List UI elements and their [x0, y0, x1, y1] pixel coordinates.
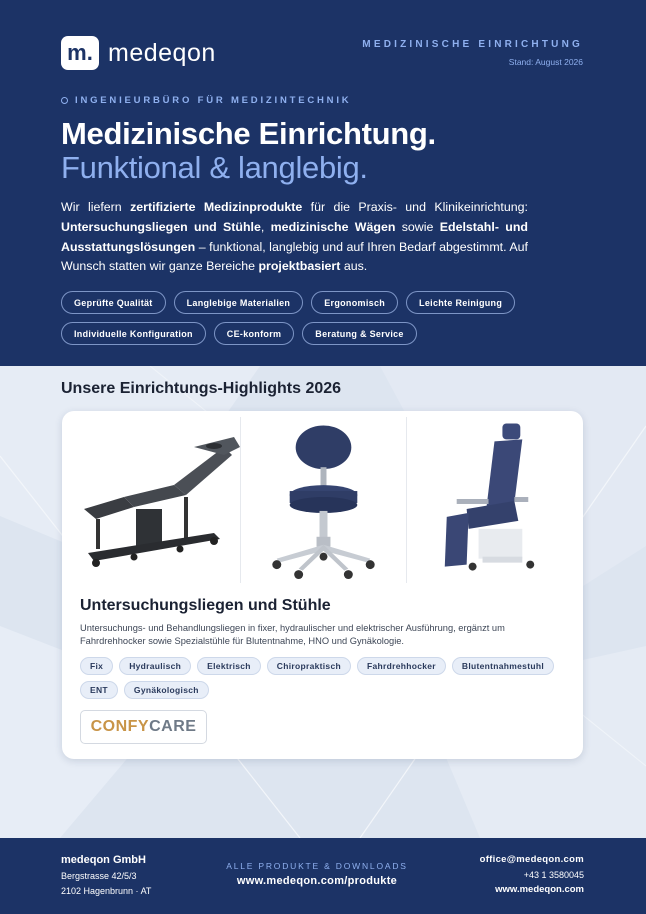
product-tag: Gynäkologisch	[124, 681, 209, 699]
intro-text: für die Praxis- und Klinikeinrichtung:	[302, 200, 528, 214]
feature-chip: Individuelle Konfiguration	[61, 322, 206, 345]
logo[interactable]	[61, 36, 216, 70]
product-tag: Fix	[80, 657, 113, 675]
intro-bold: medizinische Wägen	[270, 219, 396, 234]
eyebrow	[61, 95, 351, 106]
logo-text: medeqon	[108, 38, 216, 67]
street-address: Bergstrasse 42/5/3	[61, 871, 137, 881]
document-category: MEDIZINISCHE EINRICHTUNG	[362, 39, 583, 50]
eyebrow-text: INGENIEURBÜRO FÜR MEDIZINTECHNIK	[75, 95, 352, 106]
document-date: Stand: August 2026	[508, 57, 583, 67]
products-label: ALLE PRODUKTE & DOWNLOADS	[226, 861, 408, 871]
intro-bold: zertifizierte Medizinprodukte	[130, 200, 303, 214]
product-tag: Elektrisch	[197, 657, 261, 675]
phone-number[interactable]: +43 1 3580045	[523, 870, 584, 880]
company-name: medeqon GmbH	[61, 854, 146, 866]
intro-text: ,	[260, 219, 271, 234]
footer-contact	[480, 854, 584, 895]
product-tag: Hydraulisch	[119, 657, 191, 675]
feature-chips	[61, 291, 541, 345]
intro-text: Wir liefern	[61, 200, 131, 214]
product-card[interactable]	[62, 411, 583, 759]
rolling-stool-image	[240, 417, 406, 583]
footer	[0, 838, 646, 914]
brand-logo-part2: CARE	[149, 718, 197, 735]
subheadline: Funktional & langlebig.	[61, 150, 368, 185]
intro-text: aus.	[340, 259, 368, 274]
product-tag: Fahrdrehhocker	[357, 657, 446, 675]
headline: Medizinische Einrichtung.	[61, 116, 436, 151]
feature-chip: Langlebige Materialien	[174, 291, 304, 314]
highlights-section	[0, 366, 646, 838]
circle-bullet-icon	[61, 97, 68, 104]
product-tag: Blutentnahmestuhl	[452, 657, 554, 675]
brand-logo-confycare[interactable]	[80, 710, 207, 744]
product-tag: Chiropraktisch	[267, 657, 351, 675]
intro-text: – funktional, langlebig und auf Ihren Bedarf abgestimmt. Auf Wunsch statten wir ganze Bereiche	[61, 239, 528, 274]
header-section	[0, 0, 646, 366]
intro-bold: Edelstahl- und Ausstattungslösungen	[61, 219, 528, 254]
product-tags	[80, 657, 560, 699]
website-link[interactable]: www.medeqon.com	[495, 884, 584, 895]
card-title: Untersuchungsliegen und Stühle	[80, 597, 331, 614]
feature-chip: CE-konform	[214, 322, 295, 345]
intro-bold: projektbasiert	[258, 259, 341, 274]
products-link[interactable]: www.medeqon.com/produkte	[236, 875, 398, 887]
intro-text: sowie	[395, 219, 440, 234]
feature-chip: Beratung & Service	[302, 322, 416, 345]
feature-chip: Geprüfte Qualität	[61, 291, 166, 314]
logo-mark: m.	[61, 36, 99, 70]
intro-bold: Untersuchungsliegen und Stühle	[61, 219, 261, 234]
treatment-chair-image	[406, 417, 572, 583]
product-tag: ENT	[80, 681, 118, 699]
document-meta	[362, 39, 583, 67]
feature-chip: Leichte Reinigung	[406, 291, 515, 314]
examination-couch-image	[74, 417, 240, 583]
card-description: Untersuchungs- und Behandlungsliegen in fixer, hydraulischer und elektrischer Ausführung, ergänzt um Fahrdrehhocker sowie Spezialstühle für Blutentnahme, HNO und Gynäkologie.	[80, 623, 505, 646]
city-address: 2102 Hagenbrunn · AT	[61, 886, 152, 896]
intro-paragraph	[61, 198, 528, 277]
brand-logo-part1: CONFY	[90, 718, 150, 735]
feature-chip: Ergonomisch	[311, 291, 398, 314]
email-link[interactable]: office@medeqon.com	[479, 854, 584, 865]
highlights-title: Unsere Einrichtungs-Highlights 2026	[61, 380, 342, 397]
